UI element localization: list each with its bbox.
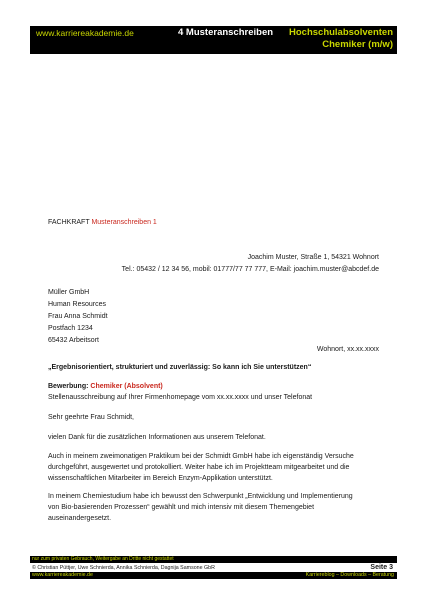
subject-line	[48, 382, 163, 392]
body-paragraph-3-line-1: In meinem Chemiestudium habe ich bewusst den Schwerpunkt „Entwicklung und Implementierung	[48, 493, 353, 500]
footer-note-bar	[30, 556, 397, 563]
body-paragraph-3-line-3: auseinandergesetzt.	[48, 515, 112, 522]
body-paragraph-2-line-2: durchgeführt, ausgewertet und protokolliert. Weiter habe ich im Projektteam mitgearbeitet und die	[48, 464, 350, 471]
doc-label-prefix: FACHKRAFT	[48, 219, 90, 226]
page-number: Seite 3	[370, 564, 393, 571]
header-url[interactable]: www.karriereakademie.de	[36, 28, 134, 38]
footer-copyright: © Christian Püttjer, Uwe Schnierda, Annika Schnierda, Dagnija Samsone GbR	[32, 565, 215, 571]
header-audience-line1: Hochschulabsolventen	[289, 27, 393, 38]
footer-link-bar	[30, 572, 397, 579]
body-paragraph-2-line-1: Auch in meinem zweimonatigen Praktikum bei der Schmidt GmbH habe ich eigenständig Versuche	[48, 453, 354, 460]
subject-position: Chemiker (Absolvent)	[90, 383, 163, 390]
recipient-line-2: Human Resources	[48, 301, 106, 308]
header-title: 4 Musteranschreiben	[178, 27, 274, 38]
letter-headline: „Ergebnisorientiert, strukturiert und zuverlässig: So kann ich Sie unterstützen“	[48, 364, 312, 371]
footer-note: nur zum privaten Gebrauch, Weitergabe an Dritte nicht gestattet	[32, 556, 174, 562]
footer-links[interactable]: Karriereblog – Downloads – Beratung	[305, 572, 394, 578]
subject-label: Bewerbung:	[48, 383, 89, 390]
subject-reference: Stellenausschreibung auf Ihrer Firmenhomepage vom xx.xx.xxxx und unser Telefonat	[48, 394, 313, 401]
recipient-line-5: 65432 Arbeitsort	[48, 337, 99, 344]
footer-url[interactable]: www.karriereakademie.de	[32, 572, 93, 578]
salutation: Sehr geehrte Frau Schmidt,	[48, 414, 134, 421]
doc-label	[48, 218, 157, 228]
header-audience-line2: Chemiker (m/w)	[322, 39, 393, 50]
sender-line1: Joachim Muster, Straße 1, 54321 Wohnort	[247, 254, 379, 261]
footer-copyright-row	[30, 564, 397, 572]
recipient-line-3: Frau Anna Schmidt	[48, 313, 108, 320]
doc-label-name: Musteranschreiben 1	[91, 219, 157, 226]
date-line: Wohnort, xx.xx.xxxx	[316, 346, 379, 353]
recipient-line-4: Postfach 1234	[48, 325, 93, 332]
body-paragraph-1: vielen Dank für die zusätzlichen Informationen aus unserem Telefonat.	[48, 434, 266, 441]
body-paragraph-3-line-2: von Bio-basierenden Prozessen“ gewählt und mich intensiv mit diesem Themengebiet	[48, 504, 315, 511]
recipient-line-1: Müller GmbH	[48, 289, 90, 296]
body-paragraph-2-line-3: wissenschaftlichen Mitarbeiter im Bereich Enzym-Applikation unterstützt.	[48, 475, 273, 482]
page-header	[30, 26, 397, 54]
sender-line2: Tel.: 05432 / 12 34 56, mobil: 01777/77 77 777, E-Mail: joachim.muster@abcdef.de	[121, 266, 379, 273]
